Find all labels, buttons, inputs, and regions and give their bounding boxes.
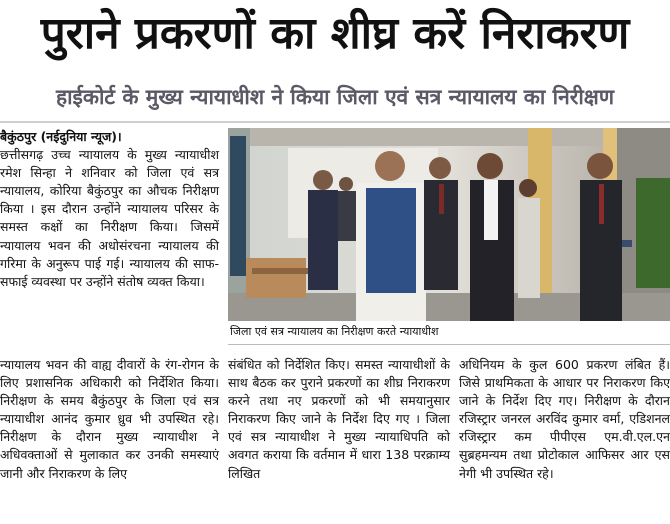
byline: बैकुंठपुर (नईदुनिया न्यूज)। <box>0 129 122 144</box>
body-text: संबंधित को निर्देशित किए। समस्त न्यायाधीशों के साथ बैठक कर पुराने प्रकरणों का शीघ्र निराकरण करने तथा नए प्रकरणों को भी समयानुसार निराकरण किए जाने के निर्देश दिए गए । जिला एवं सत्र न्यायाधीश ने मुख्य न्यायाधिपति को अवगत कराया कि वर्तमान में धारा 138 परक्राम्य लिखित <box>228 357 450 481</box>
news-photo <box>228 128 670 321</box>
column-1-bottom <box>0 356 219 483</box>
body-text: छत्तीसगढ़ उच्च न्यायालय के मुख्य न्यायाधीश रमेश सिन्हा ने शनिवार को जिला एवं सत्र न्यायालय, कोरिया बैकुंठपुर का औचक निरीक्षण किया । इस दौरान उन्होंने न्यायालय परिसर के समस्त कक्षों का निरीक्षण किया। जिसमें न्यायालय भवन की अधोसंरचना न्यायालय की गरिमा के अनुरूप पाई गई। न्यायालय की साफ-सफाई व्यवस्था पर उन्होंने संतोष व्यक्त किया। <box>0 147 219 289</box>
column-3 <box>459 356 670 483</box>
divider <box>0 121 670 123</box>
column-1-top <box>0 128 219 291</box>
column-2 <box>228 356 450 483</box>
photo-caption: जिला एवं सत्र न्यायालय का निरीक्षण करते न्यायाधीश <box>228 323 670 345</box>
body-text: अधिनियम के कुल 600 प्रकरण लंबित हैं। जिसे प्राथमिकता के आधार पर निराकरण किए जाने के निर्देश दिए गए। निरीक्षण के दौरान रजिस्ट्रार जनरल अरविंद कुमार वर्मा, एडिशनल रजिस्ट्रार कम पीपीएस एम.वी.एल.एन सुब्रहमन्यम तथा प्रोटोकाल आफिसर आर एस नेगी भी उपस्थित रहे। <box>459 357 670 481</box>
officials-walking-photo <box>228 128 670 321</box>
body-text: न्यायालय भवन की वाह्य दीवारों के रंग-रोगन के लिए प्रशासनिक अधिकारी को निर्देशित किया। निरीक्षण के समय बैकुंठपुर के जिला एवं सत्र न्यायाधीश आनंद कुमार ध्रुव भी उपस्थित रहे। निरीक्षण के दौरान मुख्य न्यायाधीश ने अधिवक्ताओं से मुलाकात कर उनकी समस्याएं जानी और निराकरण के लिए <box>0 357 219 481</box>
subheadline: हाईकोर्ट के मुख्य न्यायाधीश ने किया जिला एवं सत्र न्यायालय का निरीक्षण <box>55 85 615 109</box>
headline: पुराने प्रकरणों का शीघ्र करें निराकरण <box>40 8 630 59</box>
